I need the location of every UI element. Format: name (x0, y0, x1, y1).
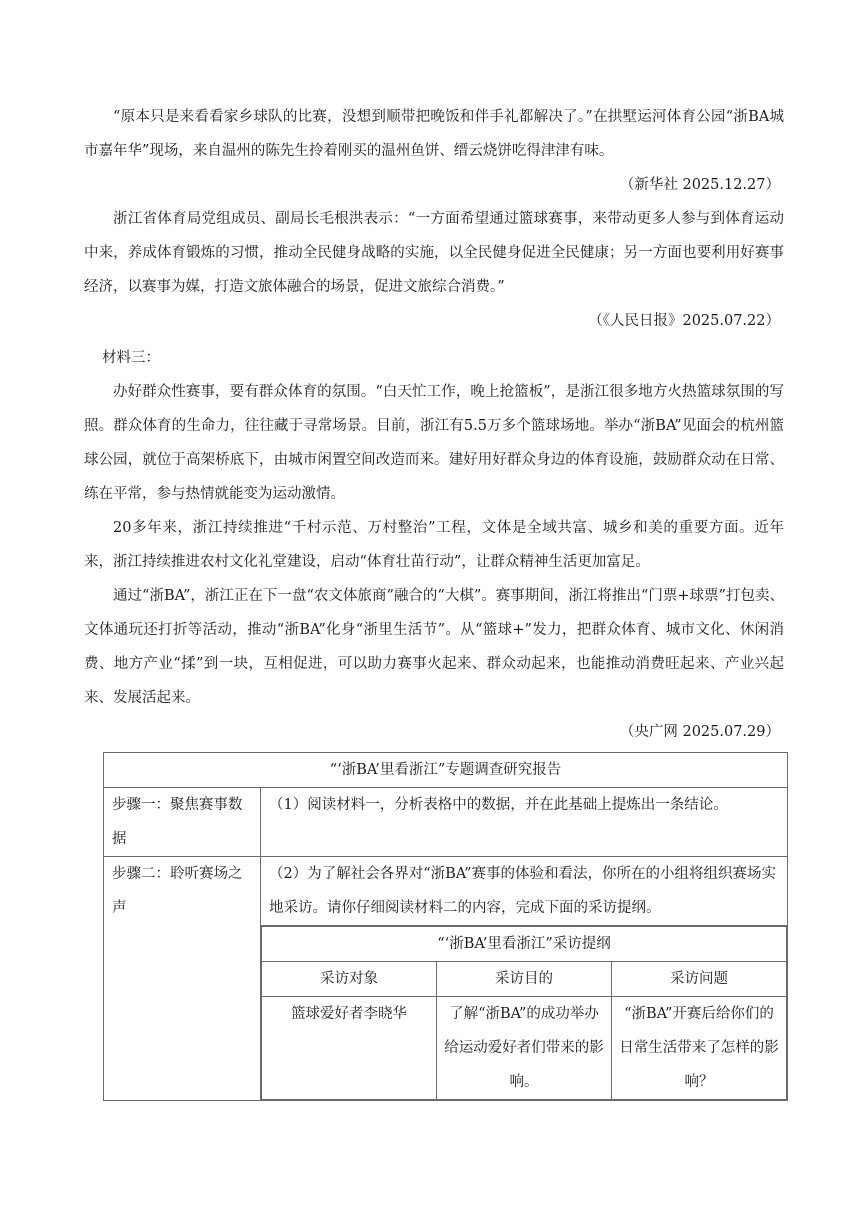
source-peoples-daily: （《人民日报》2025.07.22） (588, 313, 780, 329)
source-xinhua: （新华社 2025.12.27） (619, 177, 780, 193)
paragraph-quote-chen: “原本只是来看看家乡球队的比赛，没想到顺带把晚饭和伴手礼都解决了。”在拱墅运河体育公园“浙BA城市嘉年华”现场，来自温州的陈先生拎着刚买的温州鱼饼、缙云烧饼吃得津津有味。 (84, 109, 784, 159)
header-question: 采访问题 (612, 962, 787, 997)
interview-outline-cell (261, 926, 788, 1101)
research-report-table (103, 752, 788, 1101)
cell-interviewee: 篮球爱好者李晓华 (262, 997, 437, 1100)
step-two-label: 步骤二：聆听赛场之声 (104, 857, 261, 1101)
step-two-task: （2）为了解社会各界对“浙BA”赛事的体验和看法，你所在的小组将组织赛场实地采访。请你仔细阅读材料二的内容，完成下面的采访提纲。 (261, 857, 788, 926)
step-one-label: 步骤一：聚焦赛事数据 (104, 788, 261, 857)
material-two-section (84, 100, 784, 338)
paragraph-zhe-ba-integration: 通过“浙BA”，浙江正在下一盘“农文体旅商”融合的“大棋”。赛事期间，浙江将推出“门票+球票”打包卖、文体通玩还打折等活动，推动“浙BA”化身“浙里生活节”。从“篮球+”发力，把群众体育、城市文化、休闲消费、地方产业“揉”到一块，互相促进，可以助力赛事火起来、群众动起来，也能推动消费旺起来、产业兴起来、发展活起来。 (84, 588, 784, 706)
cell-question: “浙BA”开赛后给你们的日常生活带来了怎样的影响？ (612, 997, 787, 1100)
material-three-label: 材料三： (102, 350, 160, 366)
material-three-section (84, 341, 784, 749)
paragraph-mass-sports: 办好群众性赛事，要有群众体育的氛围。“白天忙工作，晚上抢篮板”，是浙江很多地方火热篮球氛围的写照。群众体育的生命力，往往藏于寻常场景。目前，浙江有5.5万多个篮球场地。举办“浙BA”见面会的杭州篮球公园，就位于高架桥底下，由城市闲置空间改造而来。建好用好群众身边的体育设施，鼓励群众动在日常、练在平常，参与热情就能变为运动激情。 (84, 384, 784, 502)
step-one-task: （1）阅读材料一，分析表格中的数据，并在此基础上提炼出一条结论。 (261, 788, 788, 857)
cell-purpose: 了解“浙BA”的成功举办给运动爱好者们带来的影响。 (437, 997, 612, 1100)
report-title: “‘浙BA’里看浙江”专题调查研究报告 (104, 753, 788, 788)
paragraph-mao-genhong: 浙江省体育局党组成员、副局长毛根洪表示：“一方面希望通过篮球赛事，来带动更多人参与到体育运动中来，养成体育锻炼的习惯，推动全民健身战略的实施，以全民健身促进全民健康；另一方面也要利用好赛事经济，以赛事为媒，打造文旅体融合的场景，促进文旅综合消费。” (84, 211, 784, 295)
interview-outline-table (261, 926, 787, 1100)
source-cnr: （央广网 2025.07.29） (619, 724, 780, 740)
header-interviewee: 采访对象 (262, 962, 437, 997)
header-purpose: 采访目的 (437, 962, 612, 997)
paragraph-twenty-years: 20多年来，浙江持续推进“千村示范、万村整治”工程，文体是全域共富、城乡和美的重要方面。近年来，浙江持续推进农村文化礼堂建设，启动“体育壮苗行动”，让群众精神生活更加富足。 (84, 520, 784, 570)
interview-outline-title: “‘浙BA’里看浙江”采访提纲 (262, 927, 787, 962)
